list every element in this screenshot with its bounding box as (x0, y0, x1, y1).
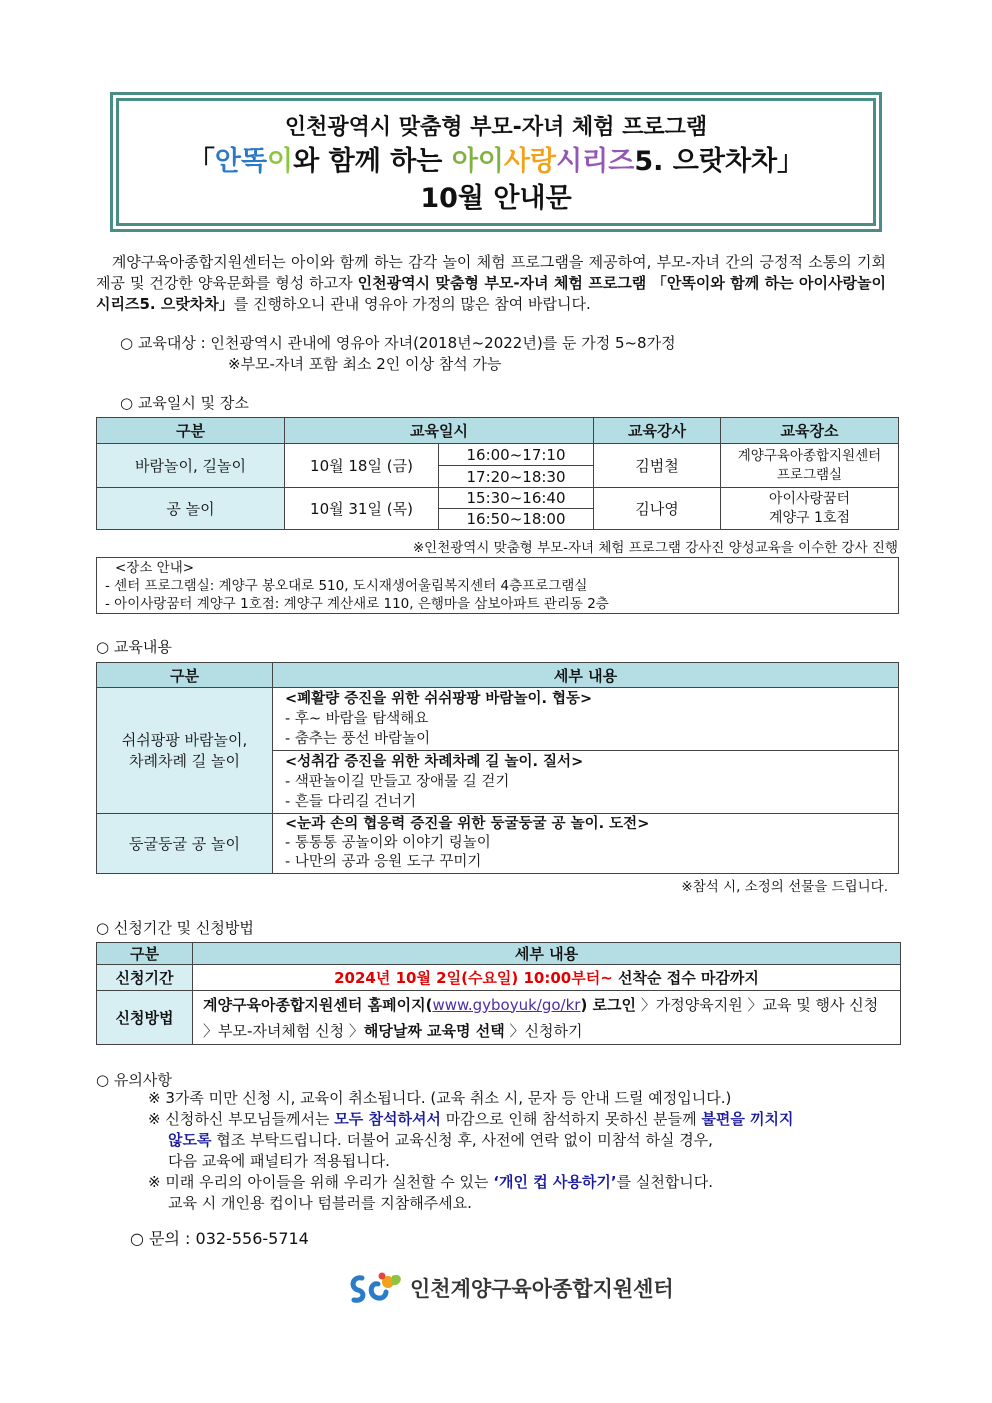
title-series: 시리즈 (556, 146, 635, 177)
apply-method-site: 계양구육아종합지원센터 홈페이지( (203, 995, 433, 1014)
title-i: 이 (267, 146, 294, 177)
schedule-row1-place2: 프로그램실 (776, 466, 843, 483)
content-group2-item2: - 나만의 공과 응원 도구 꾸미기 (285, 854, 482, 870)
apply-method-link[interactable]: www.gyboyuk/go/kr (432, 995, 581, 1014)
notice-item3-c: 를 실천합니다. (616, 1173, 714, 1191)
title-line2 (119, 143, 873, 181)
notice-item2 (148, 1109, 878, 1130)
content-table (96, 662, 899, 874)
content-header-category: 구분 (97, 663, 273, 688)
schedule-table (96, 417, 899, 530)
notice-item2-line2 (148, 1130, 878, 1151)
center-logo-icon (348, 1270, 406, 1306)
apply-period (193, 965, 901, 991)
title-andd: 안똑 (214, 146, 268, 177)
notice-heading: ○ 유의사항 (96, 1071, 172, 1089)
content-header-detail: 세부 내용 (273, 663, 899, 688)
intro-program-name: 인천광역시 맞춤형 부모-자녀 체험 프로그램 「안똑이와 함께 하는 아이사랑놀이시리즈5. 으랏차차」 (96, 274, 886, 313)
intro-paragraph (96, 252, 886, 315)
content-group2 (273, 814, 899, 874)
notice-item2-attend: 모두 참석하셔서 (334, 1110, 441, 1128)
notice-item3-cup: ‘개인 컵 사용하기’ (493, 1173, 617, 1191)
title-inner (116, 98, 876, 226)
apply-method-select: 해당날짜 교육명 선택 (363, 1021, 505, 1040)
content-group1a-title: <폐활량 증진을 위한 쉬쉬팡팡 바람놀이. 협동> (285, 691, 593, 707)
apply-period-deadline: 선착순 접수 마감까지 (612, 969, 759, 987)
notice-item2-line3: 다음 교육에 패널티가 적용됩니다. (168, 1152, 390, 1170)
content-group2-item1: - 통통통 공놀이와 이야기 링놀이 (285, 835, 491, 851)
schedule-row2-teacher: 김나영 (594, 488, 721, 530)
schedule-row2-place2: 계양구 1호점 (769, 509, 850, 526)
schedule-row1-place (721, 444, 899, 488)
content-group1-name2: 차례차례 길 놀이 (129, 751, 240, 770)
schedule-row2-time1: 15:30~16:40 (439, 488, 594, 509)
content-group1b-item2: - 흔들 다리길 건너기 (285, 794, 417, 810)
content-group1-name (97, 688, 273, 814)
title-bracket: 「 (187, 146, 215, 177)
content-group1a (273, 688, 899, 751)
schedule-row2-place1: 아이사랑꿈터 (768, 490, 851, 507)
intro-text: 계양구육아종합지원센터는 아이와 함께 하는 감각 놀이 체험 프로그램을 제공하여, 부모-자녀 간의 긍정적 소통의 기회 제공 및 건강한 양육문화를 형성 하고자 (96, 253, 886, 292)
content-group1b-item1: - 색판놀이길 만들고 장애물 길 걷기 (285, 774, 510, 790)
notice-item1: ※ 3가족 미만 신청 시, 교육이 취소됩니다. (교육 취소 시, 문자 등 안내 드릴 예정입니다.) (148, 1089, 732, 1107)
target-line2: ※부모-자녀 포함 최소 2인 이상 참석 가능 (228, 355, 502, 373)
schedule-row1-time2: 17:20~18:30 (439, 466, 594, 488)
apply-period-date: 2024년 10월 2일(수요일) 10:00부터~ (334, 969, 613, 987)
title-box (110, 92, 882, 232)
schedule-heading: ○ 교육일시 및 장소 (120, 394, 249, 412)
notice-list (148, 1088, 878, 1214)
apply-header-detail: 세부 내용 (193, 943, 901, 965)
schedule-row1-teacher: 김범철 (594, 444, 721, 488)
title-line3: 10월 안내문 (420, 183, 572, 214)
apply-period-label: 신청기간 (97, 965, 193, 991)
notice-item2-f: 협조 부탁드립니다. 더불어 교육신청 후, 사전에 연락 없이 미참석 하실 경우, (211, 1131, 713, 1149)
notice-item2-inconvenience: 불편을 끼치지 (701, 1110, 794, 1128)
notice-item2-a: ※ 신청하신 부모님들께서는 (148, 1110, 335, 1128)
center-logo-text: 인천계양구육아종합지원센터 (410, 1277, 674, 1301)
schedule-header-datetime: 교육일시 (285, 418, 594, 444)
place-info-title: <장소 안내> (115, 560, 195, 576)
center-logo (348, 1268, 674, 1308)
schedule-row1-time1: 16:00~17:10 (439, 444, 594, 466)
schedule-row1-date: 10월 18일 (금) (285, 444, 439, 488)
schedule-row2-place (721, 488, 899, 530)
title-mid: 와 함께 하는 (293, 146, 452, 177)
schedule-row1-name: 바람놀이, 길놀이 (97, 444, 285, 488)
apply-table (96, 942, 901, 1045)
content-group2-title: <눈과 손의 협응력 증진을 위한 둥굴둥굴 공 놀이. 도전> (285, 816, 650, 832)
content-footnote: ※참석 시, 소정의 선물을 드립니다. (681, 879, 888, 895)
schedule-row1-place1: 계양구육아종합지원센터 (737, 447, 882, 464)
content-group1-name1: 쉬쉬팡팡 바람놀이, (121, 730, 248, 749)
apply-heading: ○ 신청기간 및 신청방법 (96, 919, 254, 937)
content-group1b-title: <성취감 증진을 위한 차례차례 길 놀이. 질서> (285, 754, 584, 770)
schedule-header-category: 구분 (97, 418, 285, 444)
title-end: 5. 으랏차차」 (634, 146, 805, 177)
schedule-row2-date: 10월 31일 (목) (285, 488, 439, 530)
notice-item3-a: ※ 미래 우리의 아이들을 위해 우리가 실천할 수 있는 (148, 1173, 494, 1191)
notice-item3 (148, 1172, 878, 1193)
content-group1a-item2: - 춤추는 풍선 바람놀이 (285, 731, 431, 747)
schedule-header-place: 교육장소 (721, 418, 899, 444)
title-sarang: 사랑 (503, 146, 557, 177)
apply-method-label: 신청방법 (97, 991, 193, 1045)
notice-item2-c: 마감으로 인해 참석하지 못하신 분들께 (440, 1110, 702, 1128)
title-ai: 아이 (451, 146, 504, 177)
schedule-row2-time2: 16:50~18:00 (439, 509, 594, 530)
place-info-line1: - 센터 프로그램실: 계양구 봉오대로 510, 도시재생어울림복지센터 4층프로그램실 (105, 578, 588, 594)
apply-method-path: 〉가정양육지원 〉교육 및 행사 신청 〉부모-자녀체험 신청 〉 (203, 995, 879, 1040)
content-heading: ○ 교육내용 (96, 638, 172, 656)
schedule-header-teacher: 교육강사 (594, 418, 721, 444)
apply-method-end: 〉신청하기 (504, 1021, 583, 1040)
content-group1a-item1: - 후~ 바람을 탐색해요 (285, 711, 429, 727)
apply-method (193, 991, 901, 1045)
schedule-row2-name: 공 놀이 (97, 488, 285, 530)
place-info-box (96, 557, 899, 614)
contact: ○ 문의 : 032-556-5714 (130, 1229, 309, 1248)
intro-text-end: 를 진행하오니 관내 영유아 가정의 많은 참여 바랍니다. (233, 295, 591, 313)
place-info-line2: - 아이사랑꿈터 계양구 1호점: 계양구 계산새로 110, 은행마을 삼보아파트 관리동 2층 (105, 596, 609, 612)
target-line1: ○ 교육대상 : 인천광역시 관내에 영유아 자녀(2018년~2022년)를 둔 가정 5~8가정 (120, 334, 676, 352)
content-group2-name: 둥굴둥굴 공 놀이 (97, 814, 273, 874)
apply-header-category: 구분 (97, 943, 193, 965)
apply-method-login: ) 로그인 (580, 995, 637, 1014)
notice-item2-e: 않도록 (168, 1131, 212, 1149)
title-line1: 인천광역시 맞춤형 부모-자녀 체험 프로그램 (284, 115, 708, 140)
schedule-footnote: ※인천광역시 맞춤형 부모-자녀 체험 프로그램 강사진 양성교육을 이수한 강사 진행 (412, 540, 898, 556)
notice-item3-line2: 교육 시 개인용 컵이나 텀블러를 지참해주세요. (168, 1194, 472, 1212)
content-group1b (273, 751, 899, 814)
